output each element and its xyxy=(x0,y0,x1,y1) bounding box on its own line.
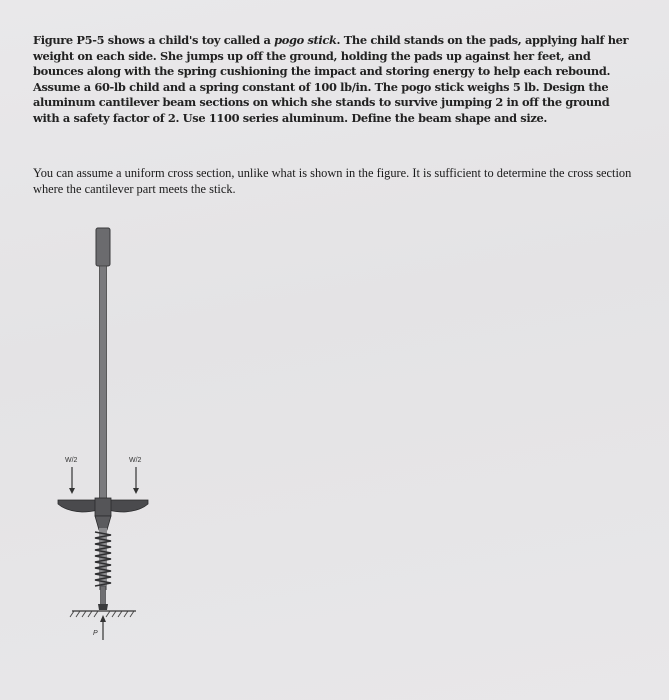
pad-hub xyxy=(95,498,111,516)
left-foot-pad xyxy=(58,500,98,512)
pogo-stick-term: pogo stick xyxy=(274,33,337,47)
rubber-foot xyxy=(98,604,108,610)
problem-text-part1: Figure P5-5 shows a child's toy called a xyxy=(33,33,275,47)
lower-rod xyxy=(101,586,106,606)
hub-taper xyxy=(95,516,111,530)
handle-grip xyxy=(96,228,110,266)
problem-text-part2: . The child stands on the pads, applying half her weight on each side. She jumps up off the ground, holding the pads up against her feet, and bounces along with the spring cushioning the impact and storing energy to help each rebound. Assume a 60-lb child and a spring constant of 100 lb/in. The pogo stick weighs 5 lb. Design the aluminum cantilever beam sections on which she stands to survive jumping 2 in off the ground with a safety factor of 2. Use 1100 series aluminum. Define the beam shape and size. xyxy=(33,33,629,125)
right-foot-pad xyxy=(108,500,148,512)
pogo-stick-figure xyxy=(40,222,180,652)
left-load-label: W/2 xyxy=(65,457,78,464)
problem-statement xyxy=(33,33,633,126)
ground-force-label: P xyxy=(93,630,98,637)
shaft xyxy=(100,266,107,506)
right-load-arrowhead xyxy=(133,488,139,494)
instructor-note: You can assume a uniform cross section, unlike what is shown in the figure. It is sufficient to determine the cross section where the cantilever part meets the stick. xyxy=(33,166,632,196)
right-load-label: W/2 xyxy=(129,457,142,464)
left-load-arrowhead xyxy=(69,488,75,494)
ground-hatch xyxy=(70,611,134,617)
ground-force-arrowhead xyxy=(100,615,106,622)
